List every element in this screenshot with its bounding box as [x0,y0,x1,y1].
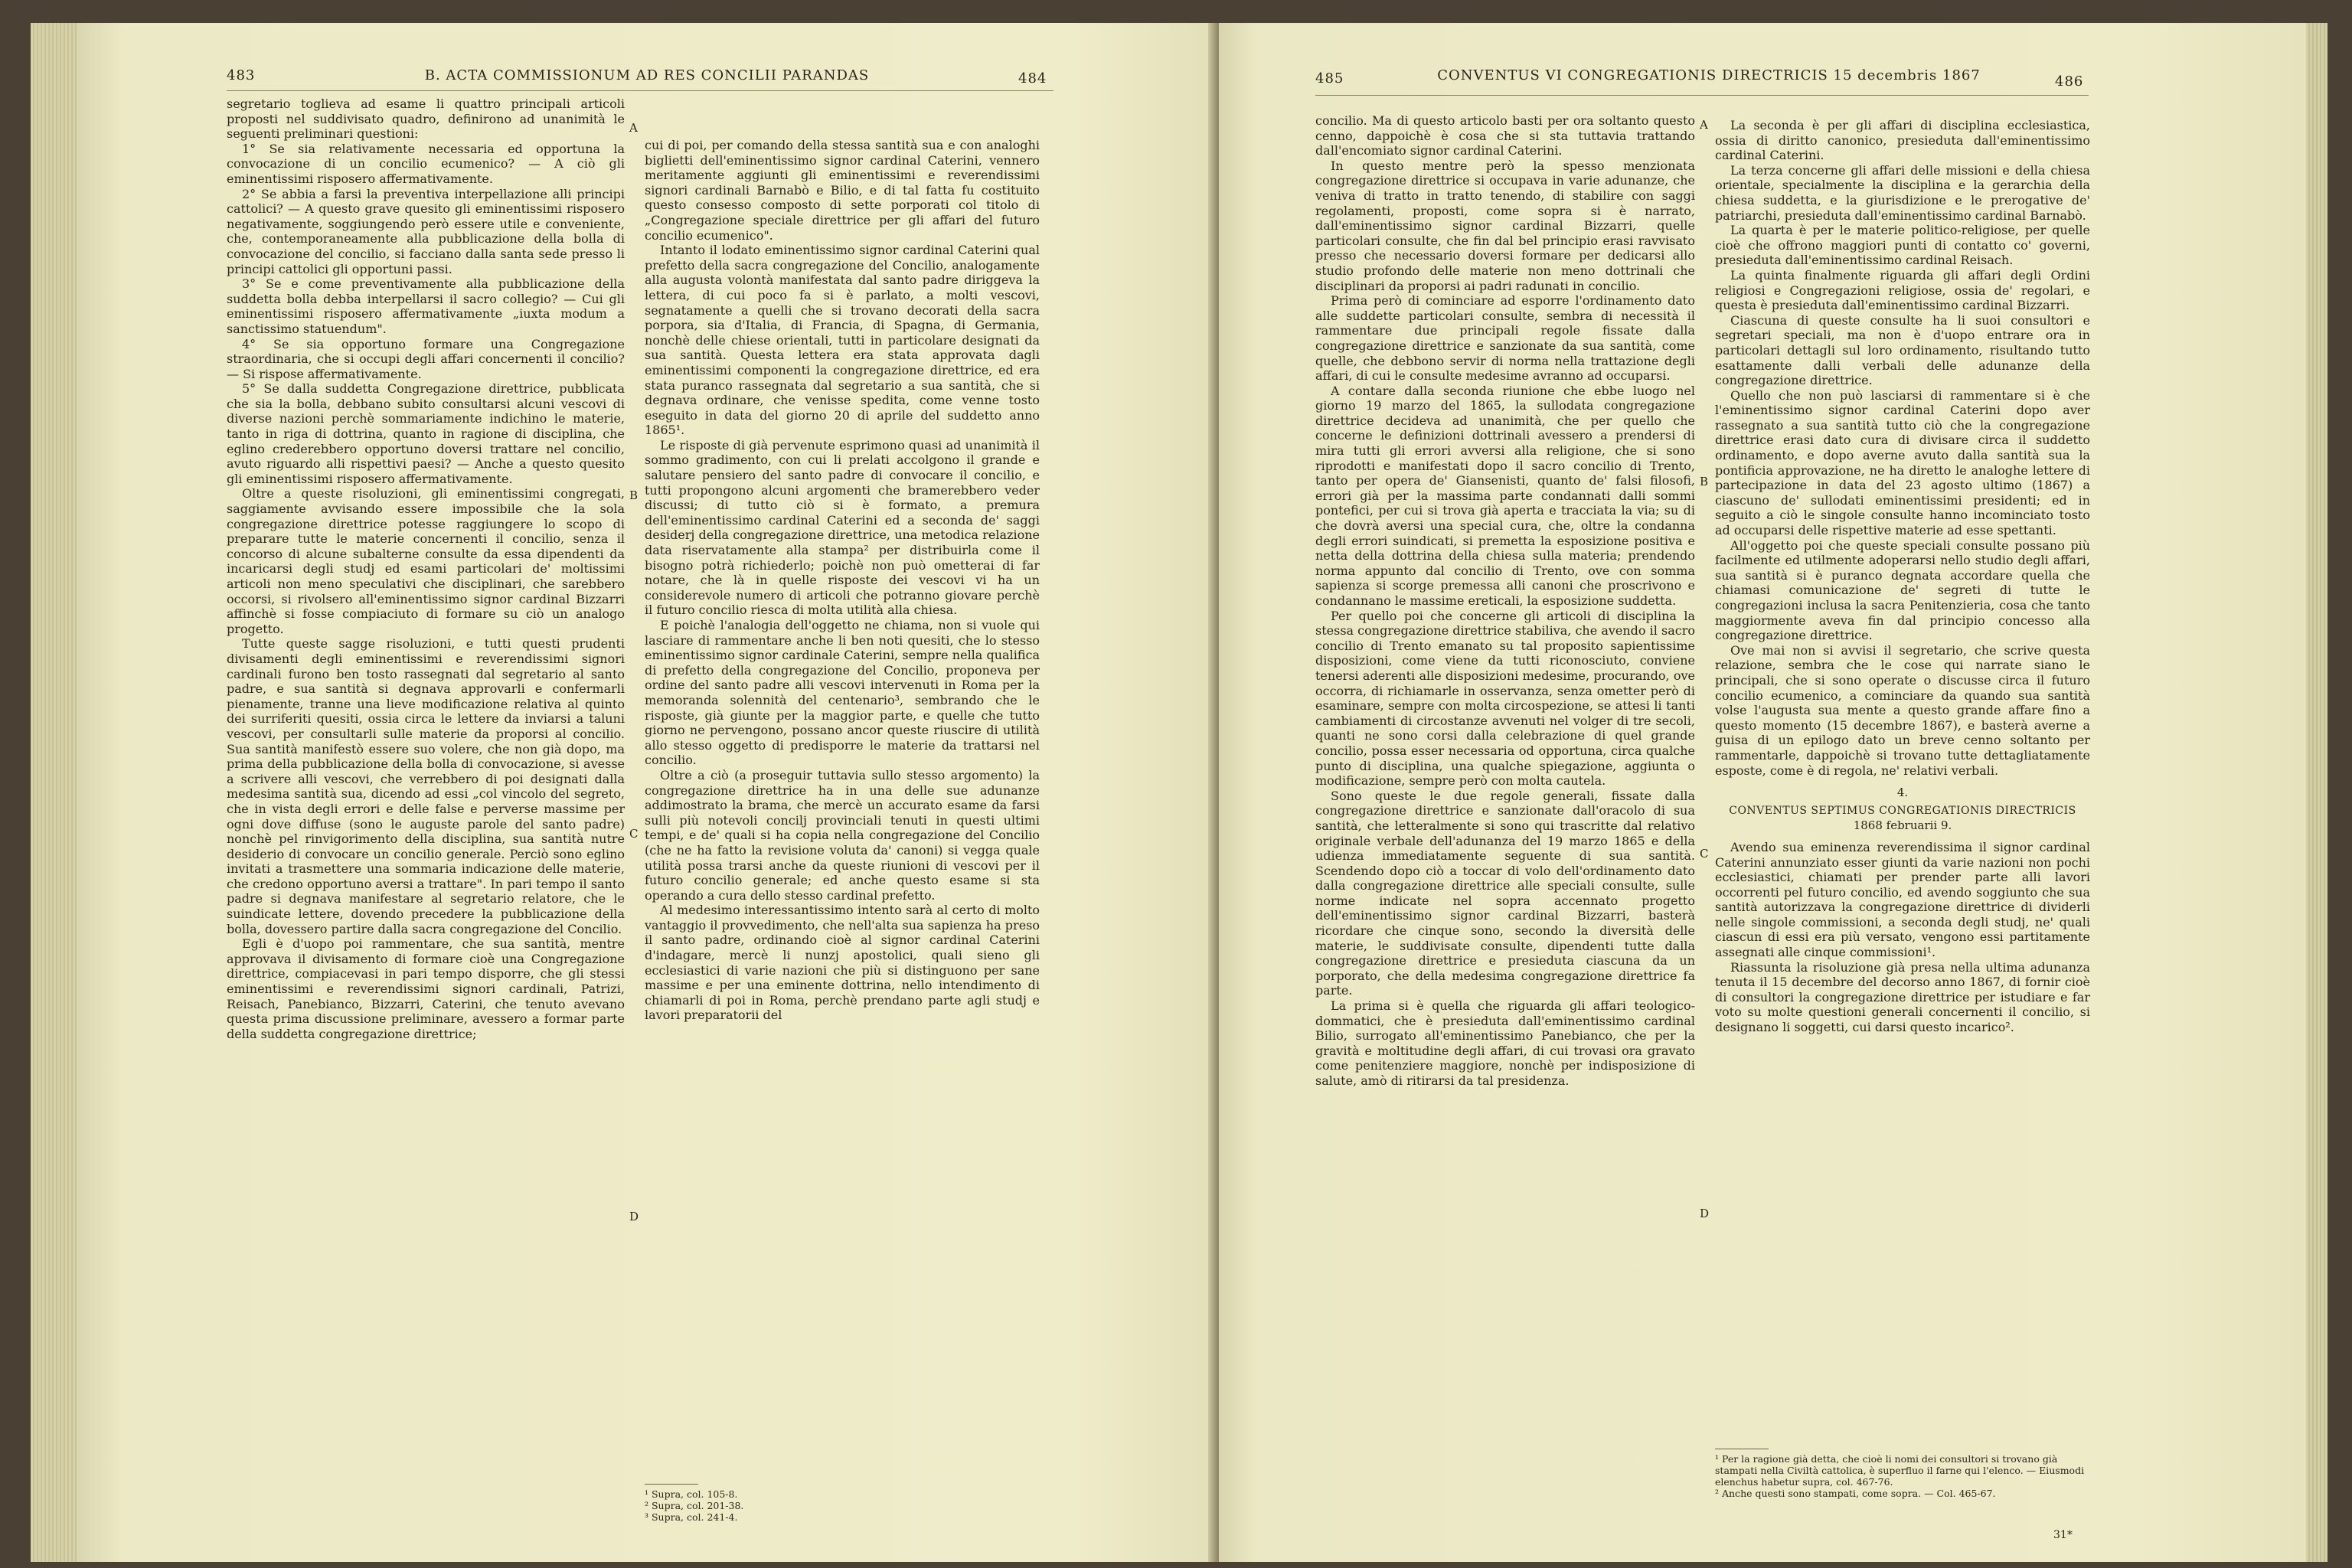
paragraph: Sono queste le due regole generali, fissate dalla congregazione direttrice e sanzionate dall'oracolo di sua santità, che letteralmente si sono qui trascritte dal relativo originale verbale dell'adunanza del 19 marzo 1865 e della udienza immediatamente seguente di sua santità. Scendendo dopo ciò a toccar di volo dell'ordinamento dato dalla congregazione direttrice alle speciali consulte, sulle norme indicate nel sopra accennato progetto dell'eminentissimo signor cardinal Bizzarri, basterà ricordare che cinque sono, secondo la diversità delle materie, le suddivisate consulte, dipendenti tutte dalla congregazione direttrice e presieduta ciascuna da un porporato, che della medesima congregazione direttrice fa parte. [1315,788,1695,998]
right-footnotes [1715,1453,2090,1499]
header-rule [227,90,1054,91]
page-number-486: 486 [2055,74,2084,90]
paragraph: Le risposte di già pervenute esprimono quasi ad unanimità il sommo gradimento, con cui li prelati accolgono il grande e salutare pensiero del santo padre di convocare il concilio, e tutti propongono alcuni argomenti che bramerebbero veder discussi; di tutto ciò si è formato, a premura dell'eminentissimo cardinal Caterini ed a seconda de' saggi desiderj della congregazione direttrice, una metodica relazione data riservatamente alla stampa² per distribuirla come il bisogno potrà richiederlo; poichè non può ometterai di far notare, che là in quelle risposte dei vescovi vi ha un considerevole numero di articoli che potranno giovare perchè il futuro concilio riesca di molta utilità alla chiesa. [645,437,1040,618]
running-head-right: CONVENTUS VI CONGREGATIONIS DIRECTRICIS 15 decembris 1867 [1437,67,1981,83]
left-page [77,23,1217,1562]
section-title: CONVENTUS SEPTIMUS CONGREGATIONIS DIRECTRICIS [1729,804,2076,817]
paragraph: 3° Se e come preventivamente alla pubblicazione della suddetta bolla debba interpellarsi il sacro collegio? — Cui gli eminentissimi risposero affermativamente „iuxta modum a sanctissimo statuendum". [227,276,625,336]
right-col-2 [1715,118,2090,1035]
page-edges-right [2306,23,2328,1562]
footnote: ¹ Supra, col. 105-8. [645,1488,738,1500]
paragraph: E poichè l'analogia dell'oggetto ne chiama, non si vuole qui lasciare di rammentare anche li ben noti quesiti, che lo stesso eminentissimo signor cardinale Caterini, sempre nella qualifica di prefetto della congregazione del Concilio, proponeva per ordine del santo padre alli vescovi intervenuti in Roma per la memoranda solennità del centenario³, sembrando che le risposte, già giunte per la maggior parte, e quelle che tutto giorno ne pervengono, possano ancor queste riuscire di utilità allo stesso oggetto di predisporre le materie da trattarsi nel concilio. [645,618,1040,768]
paragraph: Al medesimo interessantissimo intento sarà al certo di molto vantaggio il provvedimento, che nell'alta sua sapienza ha preso il santo padre, ordinando cioè al signor cardinal Caterini d'indagare, mercè li nunzj apostolici, quali sieno gli ecclesiastici di varie nazioni che più si distinguono per sane massime e per una eminente dottrina, nello intendimento di chiamarli di poi in Roma, perchè prendano parte agli studj e lavori preparatorii del [645,903,1040,1023]
paragraph: La terza concerne gli affari delle missioni e della chiesa orientale, specialmente la disciplina e la gerarchia della chiesa suddetta, e la giurisdizione e le prerogative de' patriarchi, presieduta dall'eminentissimo cardinal Barnabò. [1715,162,2090,223]
paragraph: La quinta finalmente riguarda gli affari degli Ordini religiosi e Congregazioni religiose, ossia de' regolari, e questa è presieduta dall'eminentissimo cardinal Bizzarri. [1715,267,2090,313]
open-book [31,23,2328,1562]
paragraph: 5° Se dalla suddetta Congregazione direttrice, pubblicata che sia la bolla, debbano subito consultarsi alcuni vescovi di diverse nazioni perchè sommariamente indichino le materie, tanto in riga di dottrina, quanto in ragione di disciplina, che eglino crederebbero opportuno doversi trattare nel concilio, avuto riguardo alli rispettivi paesi? — Anche a questo quesito gli eminentissimi risposero affermativamente. [227,381,625,486]
paragraph: 4° Se sia opportuno formare una Congregazione straordinaria, che si occupi degli affari concernenti il concilio? — Si rispose affermativamente. [227,336,625,381]
paragraph: A contare dalla seconda riunione che ebbe luogo nel giorno 19 marzo del 1865, la sullodata congregazione direttrice decideva ad unanimità, che per quello che concerne le definizioni dottrinali avessero a prendersi di mira tutti gli errori avversi alla religione, che si sono riprodotti e manifestati dopo il sacro concilio di Trento, tanto per opera de' Giansenisti, quanto de' falsi filosofi, errori già per la massima parte condannati dalli sommi pontefici, per cui si trova già aperta e tracciata la via; su di che dovrà aversi una special cura, che, oltre la condanna degli errori suindicati, si premetta la esposizione positiva e netta della dottrina della chiesa sulla materia; prendendo norma appunto dal concilio di Trento, ove con somma sapienza si scorge premessa alli canoni che proscrivono e condannano le massime ereticali, la esposizione suddetta. [1315,383,1695,608]
paragraph: Riassunta la risoluzione già presa nella ultima adunanza tenuta il 15 decembre del decorso anno 1867, di fornir cioè di consultori la congregazione direttrice per istudiare e far voto su molte questioni generali concernenti il concilio, si designano li soggetti, cui darsi questo incarico². [1715,959,2090,1035]
paragraph: Prima però di cominciare ad esporre l'ordinamento dato alle suddette particolari consulte, sembra di necessità il rammentare due principali regole fissate dalla congregazione direttrice e sanzionate da sua santità, come quelle, che debbono servir di norma nella trattazione degli affari, di cui le consulte medesime avranno ad occuparsi. [1315,293,1695,384]
margin-letter-d: D [629,1210,639,1223]
paragraph: In questo mentre però la spesso menzionata congregazione direttrice si occupava in varie adunanze, che veniva di tratto in tratto tenendo, di stabilire con saggi regolamenti, proposti, come sopra si è narrato, dall'eminentissimo signor cardinal Bizzarri, quelle particolari consulte, che fin dal bel principio erasi ravvisato presso che necessario doversi formare per dedicarsi allo studio profondo delle materie non meno dottrinali che disciplinari da proporsi ai padri radunati in concilio. [1315,158,1695,293]
page-edges-left [31,23,77,1562]
margin-letter-d: D [1700,1207,1710,1220]
page-number-484: 484 [1018,70,1047,87]
paragraph: concilio. Ma di questo articolo basti per ora soltanto questo cenno, dappoichè è cosa che si sta tuttavia trattando dall'encomiato signor cardinal Caterini. [1315,113,1695,158]
running-head-left: B. ACTA COMMISSIONUM AD RES CONCILII PARANDAS [424,67,870,83]
margin-letter-c: C [629,827,639,841]
right-col-1 [1315,113,1695,1089]
paragraph: Tutte queste sagge risoluzioni, e tutti questi prudenti divisamenti degli eminentissimi e reverendissimi signori cardinali furono ben tosto rassegnati dal segretario al santo padre, e sua santità si degnava approvarli e confermarli pienamente, tranne una lieve modificazione relativa al quinto dei surriferiti quesiti, ossia circa le lettere da inviarsi a taluni vescovi, per consultarli sulle materie da proporsi al concilio. Sua santità manifestò essere suo volere, che non già dopo, ma prima della pubblicazione della bolla di convocazione, si avesse a scrivere alli vescovi, che verrebbero di poi designati dalla medesima santità sua, dicendo ad essi „col vincolo del segreto, che in vista degli errori e delle false e perverse massime per ogni dove diffuse (sono le auguste parole del santo padre) nonchè pel rinvigorimento della disciplina, sua santità nutre desiderio di convocare un concilio generale. Perciò sono eglino invitati a trasmettere una sommaria indicazione delle materie, che credono opportuno aversi a trattare". In pari tempo il santo padre si degnava manifestare al segretario relatore, che le suindicate lettere, dovendo precedere la pubblicazione della bolla, dovessero partire dalla sacra congregazione del Concilio. [227,636,625,936]
paragraph: segretario toglieva ad esame li quattro principali articoli proposti nel suddivisato quadro, definirono ad unanimità le seguenti preliminari questioni: [227,96,625,142]
paragraph: All'oggetto poi che queste speciali consulte possano più facilmente ed utilmente adoperarsi nello studio degli affari, sua santità si è puranco degnata accordare quella che chiamasi comunicazione de' segreti di tutte le congregazioni inclusa la sacra Penitenzieria, cosa che tanto maggiormente aveva fin dal principio concesso alla congregazione direttrice. [1715,537,2090,643]
paragraph: La quarta è per le materie politico-religiose, per quelle cioè che offrono maggiori punti di contatto co' governi, presieduta dall'eminentissimo cardinal Reisach. [1715,223,2090,268]
paragraph: Egli è d'uopo poi rammentare, che sua santità, mentre approvava il divisamento di formare cioè una Congregazione direttrice, compiacevasi in pari tempo disporre, che gli stessi eminentissimi e reverendissimi signori cardinali, Patrizi, Reisach, Panebianco, Bizzarri, Caterini, che tenuto avevano questa prima discussione preliminare, avessero a formar parte della suddetta congregazione direttrice; [227,936,625,1041]
footnote: ² Supra, col. 201-38. [645,1500,744,1511]
header-rule [1315,95,2089,96]
page-number-483: 483 [227,67,256,83]
footnote: ¹ Per la ragione già detta, che cioè li nomi dei consultori si trovano già stampati nella Civiltà cattolica, è superfluo il farne qui l'elenco. — Eiusmodi elenchus habetur supra, col. 467-76. [1715,1453,2085,1488]
paragraph: Ove mai non si avvisi il segretario, che scrive questa relazione, sembra che le cose qui narrate siano le principali, che si sono operate o discusse circa il futuro concilio ecumenico, a cominciare da quando sua santità volse l'augusta sua mente a questo grande affare fino a questo momento (15 decembre 1867), e basterà averne a guisa di un epilogo dato un breve cenno soltanto per rammentarle, dappoichè si trovano tutte dettagliatamente esposte, come è di regola, ne' relativi verbali. [1715,642,2090,778]
margin-letter-b: B [1700,475,1709,488]
paragraph: Avendo sua eminenza reverendissima il signor cardinal Caterini annunziato esser giunti da varie nazioni non pochi ecclesiastici, chiamati per prender parte alli lavori occorrenti pel futuro concilio, ed avendo soggiunto che sua santità autorizzava la congregazione direttrice di dividerli nelle singole commissioni, a seconda degli studj, ne' quali ciascun di essi era più versato, vengono essi partitamente assegnati alle cinque commissioni¹. [1715,839,2090,960]
paragraph: 1° Se sia relativamente necessaria ed opportuna la convocazione di un concilio ecumenico? — A ciò gli eminentissimi risposero affermativamente. [227,141,625,186]
paragraph: La prima si è quella che riguarda gli affari teologico-dommatici, che è presieduta dall'eminentissimo cardinal Bilio, surrogato all'eminentissimo Panebianco, che per la gravità e moltitudine degli affari, di cui trovasi ora gravato come penitenziere maggiore, nonchè per indisposizione di salute, amò di ritirarsi da tal presidenza. [1315,998,1695,1088]
paragraph: Intanto il lodato eminentissimo signor cardinal Caterini qual prefetto della sacra congregazione del Concilio, analogamente alla augusta volontà manifestata dal santo padre diriggeva la lettera, di cui poco fa si è parlato, a molti vescovi, segnatamente a quelli che si trovano decorati della sacra porpora, sia d'Italia, di Francia, di Spagna, di Germania, nonchè delle chiese orientali, tutti in particolare designati da sua santità. Questa lettera era stata approvata dagli eminentissimi componenti la congregazione direttrice, ed era stata puranco rassegnata dal segretario a sua santità, che si degnava ordinare, che venisse spedita, come venne tosto eseguito in data del giorno 20 di aprile del suddetto anno 1865¹. [645,243,1040,438]
paragraph: cui di poi, per comando della stessa santità sua e con analoghi biglietti dell'eminentissimo signor cardinal Caterini, vennero meritamente aggiunti gli eminentissimi e reverendissimi signori cardinali Barnabò e Bilio, e di tal fatta fu costituito questo consesso composto di sette porporati col titolo di „Congregazione speciale direttrice per gli affari del futuro concilio ecumenico". [645,138,1040,243]
left-col-2 [645,138,1040,1023]
margin-letter-a: A [1700,118,1708,132]
footnote: ³ Supra, col. 241-4. [645,1511,738,1523]
margin-letter-b: B [629,488,639,502]
paragraph: 2° Se abbia a farsi la preventiva interpellazione alli principi cattolici? — A questo grave quesito gli eminentissimi risposero negativamente, soggiungendo però essere utile e conveniente, che, contemporaneamente alla pubblicazione della bolla di convocazione del concilio, si facciano dalla santa sede presso li principi cattolici gli opportuni passi. [227,186,625,276]
footnote-rule [645,1484,698,1485]
paragraph: Per quello poi che concerne gli articoli di disciplina la stessa congregazione direttrice stabiliva, che avendo il sacro concilio di Trento emanato su tal proposito sapientissime disposizioni, come viene da tutti riconosciuto, conviene tenersi aderenti alle disposizioni medesime, procurando, ove occorra, di richiamarle in osservanza, senza ometter però di esaminare, sempre con molta circospezione, se attesi li tanti cambiamenti di circostanze avvenuti nel volger di tre secoli, quanti ne sono corsi dalla celebrazione di quel grande concilio, possa esser necessaria od opportuna, circa qualche punto di disciplina, una qualche spiegazione, aggiunta o modificazione, sempre però con molta cautela. [1315,608,1695,789]
page-number-485: 485 [1315,70,1344,87]
margin-letter-a: A [629,121,638,135]
section-date: 1868 februarii 9. [1853,818,1952,833]
paragraph: Quello che non può lasciarsi di rammentare si è che l'eminentissimo signor cardinal Caterini dopo aver rassegnato a sua santità tutto ciò che la congregazione direttrice erasi dato cura di divisare circa il suddetto ordinamento, e dopo averne avuto dalla santità sua la pontificia approvazione, ne ha diretto le analoghe lettere di partecipazione in data del 23 agosto ultimo (1867) a ciascuno de' sullodati eminentissimi presidenti; ed in seguito a ciò le singole consulte hanno incominciato tosto ad occuparsi delle rispettive materie ad esse spettanti. [1715,387,2090,538]
left-footnotes [645,1488,951,1523]
paragraph: La seconda è per gli affari di disciplina ecclesiastica, ossia di diritto canonico, presieduta dall'eminentissimo cardinal Caterini. [1715,118,2090,163]
footnote: ² Anche questi sono stampati, come sopra. — Col. 465-67. [1715,1488,1996,1499]
signature-mark: 31* [2053,1529,2073,1541]
paragraph: Ciascuna di queste consulte ha li suoi consultori e segretari speciali, ma non è d'uopo entrare ora in particolari dettagli sul loro ordinamento, risultando tutto esattamente dalli verbali delle adunanze della congregazione direttrice. [1715,312,2090,388]
paragraph: Oltre a ciò (a proseguir tuttavia sullo stesso argomento) la congregazione direttrice ha in una delle sue adunanze addimostrato la brama, che mercè un accurato esame da farsi sulli più notevoli concilj provinciali tenuti in questi ultimi tempi, e de' quali si ha copia nella congregazione del Concilio (che ne ha fatto la revisione voluta da' canoni) si vegga quale utilità possa trarsi anche da queste riunioni di vescovi per il futuro concilio generale; ed anche questo esame si sta operando a cura dello stesso cardinal prefetto. [645,767,1040,903]
section-number: 4. [1896,786,1909,800]
right-page [1219,23,2306,1562]
left-col-1 [227,96,625,1041]
paragraph: Oltre a queste risoluzioni, gli eminentissimi congregati, saggiamente avvisando essere impossibile che la sola congregazione direttrice potesse raggiungere lo scopo di preparare tutte le materie concernenti il concilio, senza il concorso di alcune subalterne consulte da essa dipendenti da incaricarsi degli studj ed esami particolari de' moltissimi articoli non meno speculativi che disciplinari, che sarebbero occorsi, si rivolsero all'eminentissimo signor cardinal Bizzarri affinchè si fosse compiaciuto di formare su ciò un analogo progetto. [227,486,625,636]
margin-letter-c: C [1700,847,1709,861]
